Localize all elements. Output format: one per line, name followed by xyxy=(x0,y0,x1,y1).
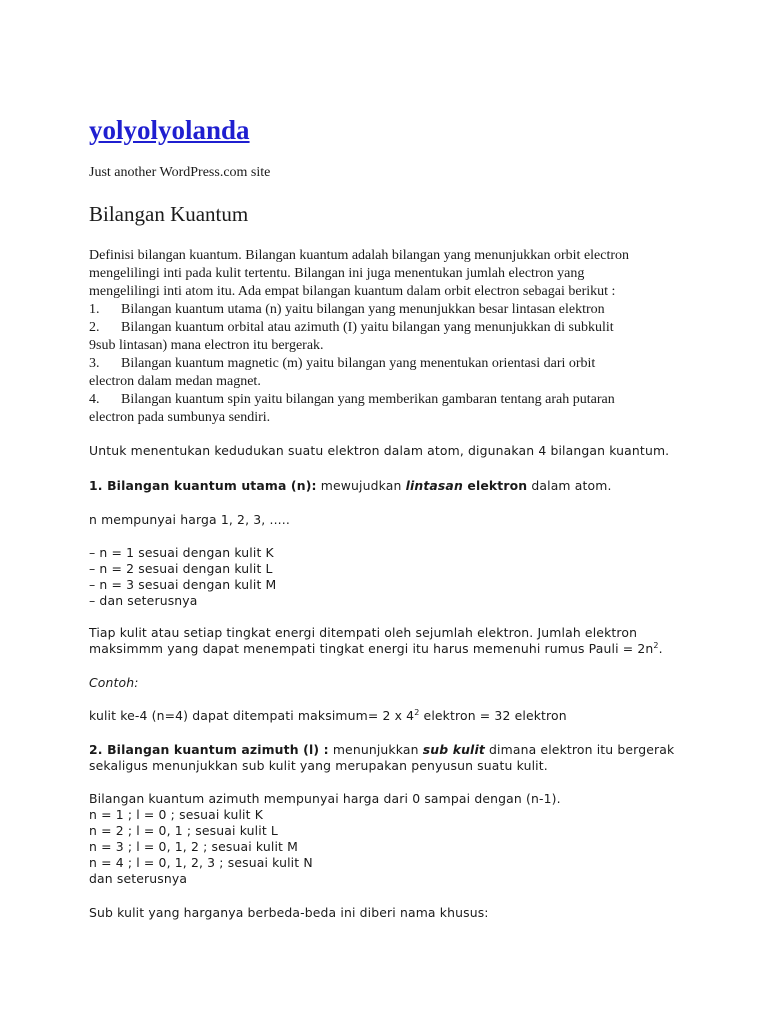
post-title: Bilangan Kuantum xyxy=(89,202,249,226)
section1-desc-elektron: elektron xyxy=(462,478,528,493)
site-title-link[interactable]: yolyolyolanda xyxy=(89,115,250,145)
list-item: n = 1 ; l = 0 ; sesuai kulit K xyxy=(89,807,263,822)
example-superscript: 2 xyxy=(414,708,420,717)
numbered-item xyxy=(89,319,689,337)
numbered-item xyxy=(89,355,689,373)
item-number: 1. xyxy=(89,302,100,317)
example-paragraph xyxy=(89,708,689,724)
section1-list xyxy=(89,545,689,609)
list-item: – dan seterusnya xyxy=(89,593,198,608)
item-text: Bilangan kuantum orbital atau azimuth (I) yaitu bilangan yang menunjukkan di subkulit xyxy=(121,320,614,335)
numbered-item xyxy=(89,391,689,409)
section2-heading-paragraph xyxy=(89,742,689,774)
item-text-continued: electron pada sumbunya sendiri. xyxy=(89,410,271,425)
section1-desc-end: dalam atom. xyxy=(527,478,612,493)
section2-desc: menunjukkan xyxy=(328,742,423,757)
section2-heading: 2. Bilangan kuantum azimuth (l) : xyxy=(89,742,329,757)
intro-line: mengelilingi inti pada kulit tertentu. Bilangan ini juga menentukan jumlah electron yang xyxy=(89,266,585,281)
four-numbers-paragraph: Untuk menentukan kedudukan suatu elektron dalam atom, digunakan 4 bilangan kuantum. xyxy=(89,443,670,458)
list-item: n = 4 ; l = 0, 1, 2, 3 ; sesuai kulit N xyxy=(89,855,313,870)
list-item: n = 2 ; l = 0, 1 ; sesuai kulit L xyxy=(89,823,278,838)
section2-desc-subkulit: sub kulit xyxy=(422,742,485,757)
pauli-paragraph xyxy=(89,625,689,657)
list-item: – n = 1 sesuai dengan kulit K xyxy=(89,545,274,560)
section2-values xyxy=(89,791,689,887)
list-item: – n = 3 sesuai dengan kulit M xyxy=(89,577,277,592)
section2-desc-line2: sekaligus menunjukkan sub kulit yang merupakan penyusun suatu kulit. xyxy=(89,758,548,773)
subkulit-paragraph: Sub kulit yang harganya berbeda-beda ini diberi nama khusus: xyxy=(89,905,489,920)
list-item: – n = 2 sesuai dengan kulit L xyxy=(89,561,273,576)
pauli-formula: maksimmm yang dapat menempati tingkat energi itu harus memenuhi rumus Pauli = 2n xyxy=(89,641,654,656)
pauli-line xyxy=(89,641,689,657)
section1-values: n mempunyai harga 1, 2, 3, ..... xyxy=(89,512,290,527)
list-item: n = 3 ; l = 0, 1, 2 ; sesuai kulit M xyxy=(89,839,298,854)
pauli-superscript: 2 xyxy=(653,641,659,650)
item-text: Bilangan kuantum spin yaitu bilangan yang memberikan gambaran tentang arah putaran xyxy=(121,392,615,407)
post-intro xyxy=(89,247,689,427)
item-text: Bilangan kuantum utama (n) yaitu bilangan yang menunjukkan besar lintasan elektron xyxy=(121,302,605,317)
section1-heading: 1. Bilangan kuantum utama (n): xyxy=(89,478,317,493)
range-line: Bilangan kuantum azimuth mempunyai harga dari 0 sampai dengan (n-1). xyxy=(89,791,561,806)
section2-heading-line xyxy=(89,742,689,758)
list-item: dan seterusnya xyxy=(89,871,188,886)
item-text-continued: electron dalam medan magnet. xyxy=(89,374,261,389)
item-text-continued: 9sub lintasan) mana electron itu bergerak. xyxy=(89,338,324,353)
pauli-line: Tiap kulit atau setiap tingkat energi ditempati oleh sejumlah elektron. Jumlah elektron xyxy=(89,625,638,640)
pauli-end: . xyxy=(658,641,663,656)
section1-desc-lintasan: lintasan xyxy=(405,478,463,493)
item-number: 3. xyxy=(89,356,100,371)
example-result: elektron = 32 elektron xyxy=(419,708,567,723)
section2-desc-end: dimana elektron itu bergerak xyxy=(484,742,675,757)
item-text: Bilangan kuantum magnetic (m) yaitu bilangan yang menentukan orientasi dari orbit xyxy=(121,356,596,371)
item-number: 4. xyxy=(89,392,100,407)
intro-line: mengelilingi inti atom itu. Ada empat bilangan kuantum dalam orbit electron sebagai berikut : xyxy=(89,284,616,299)
section1-desc: mewujudkan xyxy=(316,478,406,493)
section1-heading-paragraph xyxy=(89,478,689,494)
numbered-item xyxy=(89,301,689,319)
intro-line: Definisi bilangan kuantum. Bilangan kuantum adalah bilangan yang menunjukkan orbit electron xyxy=(89,248,630,263)
site-tagline: Just another WordPress.com site xyxy=(89,165,271,180)
item-number: 2. xyxy=(89,320,100,335)
example-text: kulit ke-4 (n=4) dapat ditempati maksimum= 2 x 4 xyxy=(89,708,415,723)
example-label: Contoh: xyxy=(89,675,139,690)
